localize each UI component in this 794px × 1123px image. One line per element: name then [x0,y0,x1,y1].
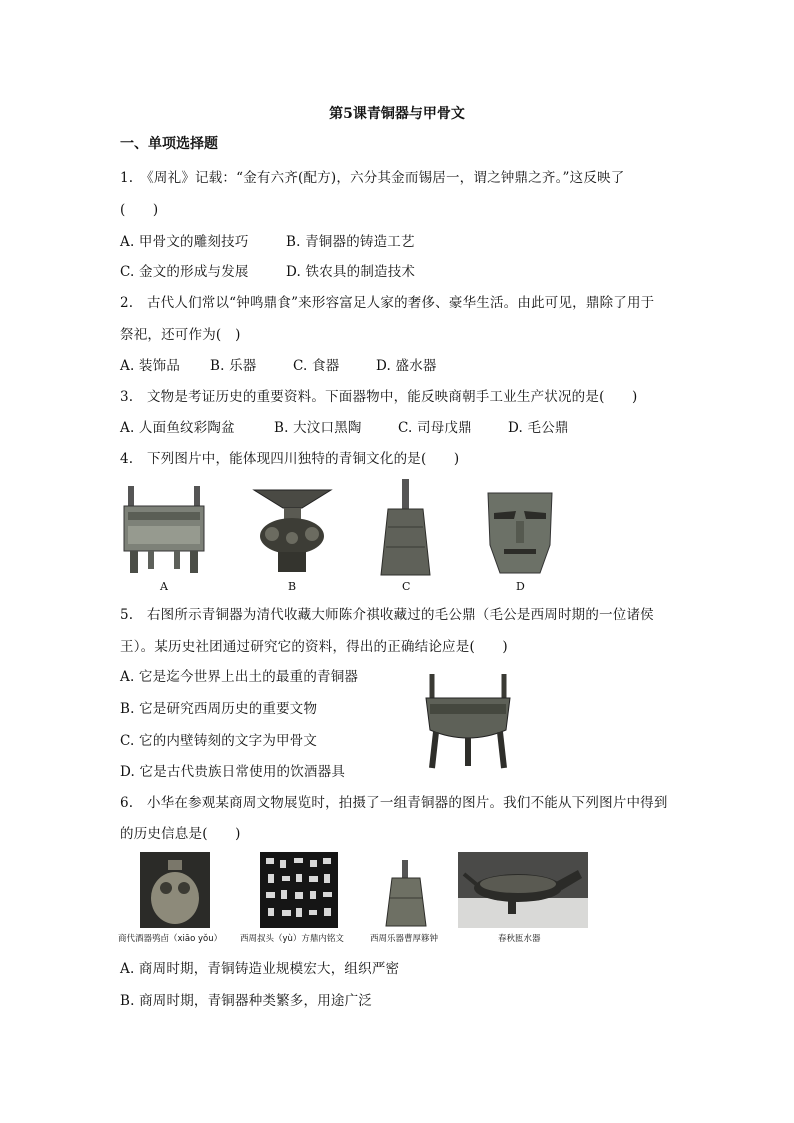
q1-stem-line1: 1. 《周礼》记载：“金有六齐(配方)，六分其金而锡居一，谓之钟鼎之齐。”这反映了 [120,170,625,186]
q4-label-d: D [516,580,525,593]
q5-option-c[interactable]: C. 它的内壁铸刻的文字为甲骨文 [120,733,318,749]
q4-stem: 4. 下列图片中，能体现四川独特的青铜文化的是( ) [120,451,460,467]
q1-option-b[interactable]: B. 青铜器的铸造工艺 [286,234,415,250]
q6-option-a[interactable]: A. 商周时期，青铜铸造业规模宏大，组织严密 [120,961,400,977]
q5-option-b[interactable]: B. 它是研究西周历史的重要文物 [120,701,318,717]
q5-option-d[interactable]: D. 它是古代贵族日常使用的饮酒器具 [120,764,346,780]
q4-image-b-zun[interactable] [250,486,335,576]
q6-caption-1: 商代酒器鸮卣（xiāo yǒu） [118,934,223,944]
q2-stem-line1: 2. 古代人们常以“钟鸣鼎食”来形容富足人家的奢侈、豪华生活。由此可见，鼎除了用于 [120,295,655,311]
q5-image-maogong-ding[interactable] [422,670,514,772]
q4-label-c: C [402,580,411,593]
q1-option-c[interactable]: C. 金文的形成与发展 [120,264,249,280]
q3-stem: 3. 文物是考证历史的重要资料。下面器物中，能反映商朝手工业生产状况的是( ) [120,389,638,405]
q2-stem-line2: 祭祀，还可作为( ) [120,327,241,343]
q1-options-row2 [120,260,415,280]
section-heading: 一、单项选择题 [120,136,218,152]
q1-option-d[interactable]: D. 铁农具的制造技术 [286,264,416,280]
q6-caption-4: 春秋匜水器 [498,934,541,944]
q6-image-inscription[interactable] [260,852,338,928]
q1-option-a[interactable]: A. 甲骨文的雕刻技巧 [120,234,249,250]
q6-caption-2: 西周叔头（yù）方鼎内铭文 [240,934,344,944]
q2-option-a[interactable]: A. 装饰品 [120,358,181,374]
q6-image-yi-vessel[interactable] [458,852,588,928]
q3-option-c[interactable]: C. 司母戊鼎 [398,420,472,436]
q2-options [120,354,437,374]
q6-stem-line1: 6. 小华在参观某商周文物展览时，拍摄了一组青铜器的图片。我们不能从下列图片中得到 [120,795,668,811]
q4-label-b: B [288,580,297,593]
q4-image-d-mask[interactable] [480,485,560,577]
q2-option-c[interactable]: C. 食器 [293,358,340,374]
q2-option-b[interactable]: B. 乐器 [210,358,257,374]
q3-option-b[interactable]: B. 大汶口黑陶 [274,420,362,436]
q4-label-a: A [160,580,168,593]
q4-image-a-ding[interactable] [118,482,210,577]
q5-stem-line2: 王）。某历史社团通过研究它的资料，得出的正确结论应是( ) [120,639,508,655]
q3-options [120,416,569,436]
page-title: 第5课青铜器与甲骨文 [329,106,465,122]
q3-option-a[interactable]: A. 人面鱼纹彩陶盆 [120,420,235,436]
q6-image-owl-vessel[interactable] [140,852,210,928]
q1-options-row1 [120,230,415,250]
q3-option-d[interactable]: D. 毛公鼎 [508,420,569,436]
q6-caption-3: 西周乐器曹厚簃钟 [370,934,439,944]
q6-stem-line2: 的历史信息是( ) [120,826,241,842]
q5-option-a[interactable]: A. 它是迄今世界上出土的最重的青铜器 [120,669,359,685]
q6-image-bell[interactable] [382,858,430,928]
q4-image-c-bell[interactable] [378,477,433,577]
q2-option-d[interactable]: D. 盛水器 [376,358,437,374]
q6-option-b[interactable]: B. 商周时期，青铜器种类繁多，用途广泛 [120,993,373,1009]
q5-stem-line1: 5. 右图所示青铜器为清代收藏大师陈介祺收藏过的毛公鼎（毛公是西周时期的一位诸侯 [120,607,654,623]
q1-stem-line2: ( ) [120,202,159,218]
